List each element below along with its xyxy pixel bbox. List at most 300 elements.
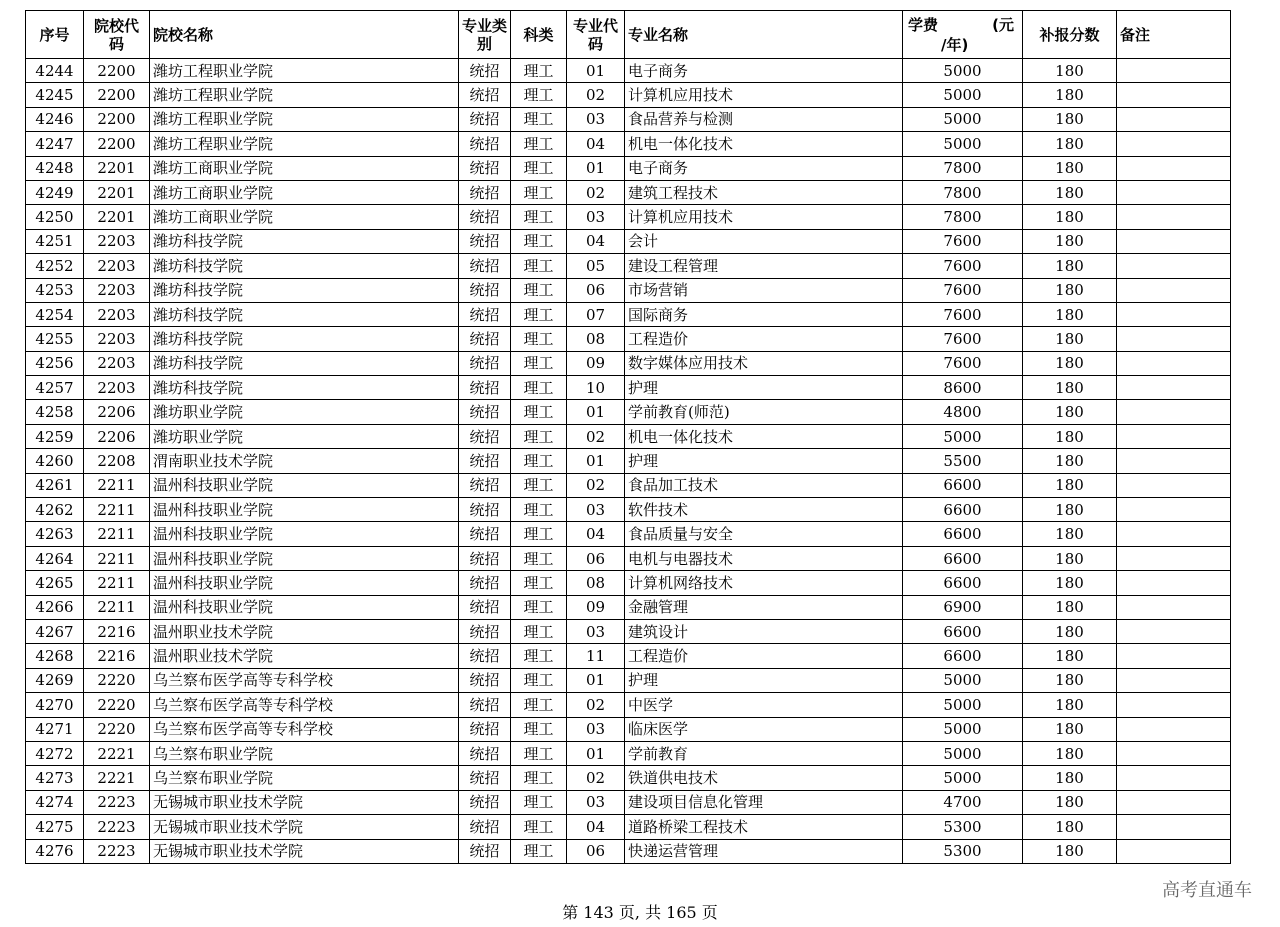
- cell-school-name: 潍坊职业学院: [150, 424, 459, 448]
- cell-fee: 5000: [903, 717, 1023, 741]
- table-row: [26, 376, 1231, 400]
- cell-category: 理工: [511, 619, 567, 643]
- cell-remark: [1117, 400, 1231, 424]
- table-row: [26, 132, 1231, 156]
- cell-remark: [1117, 619, 1231, 643]
- cell-category: 理工: [511, 59, 567, 83]
- cell-category: 理工: [511, 254, 567, 278]
- cell-fee: 4800: [903, 400, 1023, 424]
- cell-major-name: 临床医学: [625, 717, 903, 741]
- cell-seq: 4245: [26, 83, 84, 107]
- cell-major-type: 统招: [459, 400, 511, 424]
- cell-major-code: 04: [567, 132, 625, 156]
- table-row: [26, 546, 1231, 570]
- cell-fee: 5500: [903, 449, 1023, 473]
- cell-major-code: 02: [567, 473, 625, 497]
- cell-category: 理工: [511, 400, 567, 424]
- cell-score: 180: [1023, 59, 1117, 83]
- cell-seq: 4249: [26, 180, 84, 204]
- cell-remark: [1117, 595, 1231, 619]
- cell-school-code: 2203: [84, 351, 150, 375]
- header-major-name: 专业名称: [625, 11, 903, 59]
- table-header-row: [26, 11, 1231, 59]
- cell-seq: 4272: [26, 741, 84, 765]
- cell-school-code: 2216: [84, 644, 150, 668]
- cell-seq: 4255: [26, 327, 84, 351]
- cell-fee: 6900: [903, 595, 1023, 619]
- cell-category: 理工: [511, 790, 567, 814]
- cell-remark: [1117, 156, 1231, 180]
- cell-school-code: 2211: [84, 546, 150, 570]
- table-row: [26, 522, 1231, 546]
- cell-major-type: 统招: [459, 156, 511, 180]
- cell-school-code: 2223: [84, 815, 150, 839]
- cell-major-type: 统招: [459, 668, 511, 692]
- cell-remark: [1117, 473, 1231, 497]
- table-row: [26, 644, 1231, 668]
- cell-remark: [1117, 741, 1231, 765]
- cell-major-code: 02: [567, 766, 625, 790]
- table-row: [26, 205, 1231, 229]
- cell-fee: 5300: [903, 839, 1023, 863]
- cell-score: 180: [1023, 741, 1117, 765]
- cell-school-code: 2203: [84, 278, 150, 302]
- cell-school-code: 2201: [84, 156, 150, 180]
- cell-major-name: 铁道供电技术: [625, 766, 903, 790]
- cell-major-name: 数字媒体应用技术: [625, 351, 903, 375]
- table-row: [26, 180, 1231, 204]
- cell-major-name: 计算机网络技术: [625, 571, 903, 595]
- table-row: [26, 839, 1231, 863]
- cell-category: 理工: [511, 107, 567, 131]
- cell-major-type: 统招: [459, 766, 511, 790]
- cell-major-type: 统招: [459, 498, 511, 522]
- cell-seq: 4271: [26, 717, 84, 741]
- cell-score: 180: [1023, 498, 1117, 522]
- cell-major-code: 05: [567, 254, 625, 278]
- cell-remark: [1117, 571, 1231, 595]
- cell-score: 180: [1023, 278, 1117, 302]
- cell-category: 理工: [511, 327, 567, 351]
- cell-school-name: 潍坊工程职业学院: [150, 83, 459, 107]
- cell-seq: 4256: [26, 351, 84, 375]
- cell-school-code: 2221: [84, 741, 150, 765]
- cell-fee: 6600: [903, 644, 1023, 668]
- table-row: [26, 327, 1231, 351]
- header-fee: [903, 11, 1023, 59]
- cell-score: 180: [1023, 83, 1117, 107]
- cell-remark: [1117, 83, 1231, 107]
- cell-fee: 5000: [903, 693, 1023, 717]
- cell-major-type: 统招: [459, 302, 511, 326]
- cell-major-name: 金融管理: [625, 595, 903, 619]
- cell-major-type: 统招: [459, 205, 511, 229]
- cell-fee: 6600: [903, 522, 1023, 546]
- watermark: 高考直通车: [1162, 880, 1252, 901]
- cell-major-type: 统招: [459, 327, 511, 351]
- cell-school-name: 潍坊科技学院: [150, 351, 459, 375]
- cell-major-code: 03: [567, 107, 625, 131]
- cell-score: 180: [1023, 132, 1117, 156]
- cell-school-code: 2200: [84, 59, 150, 83]
- cell-fee: 5000: [903, 424, 1023, 448]
- cell-category: 理工: [511, 522, 567, 546]
- cell-remark: [1117, 278, 1231, 302]
- cell-remark: [1117, 766, 1231, 790]
- cell-category: 理工: [511, 644, 567, 668]
- header-school-code: 院校代码: [84, 11, 150, 59]
- cell-remark: [1117, 351, 1231, 375]
- cell-fee: 7800: [903, 156, 1023, 180]
- table-row: [26, 473, 1231, 497]
- table-row: [26, 790, 1231, 814]
- cell-school-name: 潍坊科技学院: [150, 376, 459, 400]
- cell-remark: [1117, 424, 1231, 448]
- cell-remark: [1117, 449, 1231, 473]
- cell-seq: 4252: [26, 254, 84, 278]
- cell-major-name: 建筑设计: [625, 619, 903, 643]
- cell-school-name: 温州职业技术学院: [150, 619, 459, 643]
- cell-score: 180: [1023, 839, 1117, 863]
- cell-score: 180: [1023, 449, 1117, 473]
- cell-remark: [1117, 302, 1231, 326]
- cell-fee: 5000: [903, 83, 1023, 107]
- table-row: [26, 254, 1231, 278]
- cell-seq: 4253: [26, 278, 84, 302]
- cell-major-code: 06: [567, 278, 625, 302]
- cell-score: 180: [1023, 619, 1117, 643]
- cell-fee: 4700: [903, 790, 1023, 814]
- table-row: [26, 302, 1231, 326]
- cell-fee: 5000: [903, 741, 1023, 765]
- cell-fee: 5000: [903, 668, 1023, 692]
- cell-remark: [1117, 668, 1231, 692]
- cell-seq: 4268: [26, 644, 84, 668]
- cell-score: 180: [1023, 254, 1117, 278]
- table-row: [26, 766, 1231, 790]
- cell-major-name: 会计: [625, 229, 903, 253]
- cell-school-code: 2211: [84, 522, 150, 546]
- cell-remark: [1117, 790, 1231, 814]
- cell-major-code: 04: [567, 522, 625, 546]
- cell-fee: 7800: [903, 205, 1023, 229]
- cell-major-name: 电子商务: [625, 156, 903, 180]
- cell-major-type: 统招: [459, 571, 511, 595]
- table-row: [26, 595, 1231, 619]
- cell-major-code: 03: [567, 619, 625, 643]
- cell-school-code: 2203: [84, 376, 150, 400]
- header-school-name: 院校名称: [150, 11, 459, 59]
- cell-school-code: 2203: [84, 229, 150, 253]
- cell-score: 180: [1023, 546, 1117, 570]
- cell-fee: 5000: [903, 59, 1023, 83]
- cell-seq: 4261: [26, 473, 84, 497]
- cell-major-type: 统招: [459, 619, 511, 643]
- cell-major-type: 统招: [459, 815, 511, 839]
- cell-score: 180: [1023, 351, 1117, 375]
- cell-score: 180: [1023, 522, 1117, 546]
- cell-school-code: 2203: [84, 327, 150, 351]
- cell-score: 180: [1023, 205, 1117, 229]
- table-row: [26, 156, 1231, 180]
- cell-seq: 4263: [26, 522, 84, 546]
- cell-major-code: 09: [567, 595, 625, 619]
- cell-score: 180: [1023, 376, 1117, 400]
- cell-school-name: 潍坊工程职业学院: [150, 132, 459, 156]
- cell-fee: 7600: [903, 302, 1023, 326]
- cell-major-name: 快递运营管理: [625, 839, 903, 863]
- cell-major-code: 01: [567, 668, 625, 692]
- cell-major-code: 06: [567, 839, 625, 863]
- cell-major-name: 机电一体化技术: [625, 132, 903, 156]
- cell-remark: [1117, 522, 1231, 546]
- cell-school-name: 无锡城市职业技术学院: [150, 790, 459, 814]
- cell-category: 理工: [511, 132, 567, 156]
- cell-remark: [1117, 327, 1231, 351]
- cell-major-code: 10: [567, 376, 625, 400]
- cell-fee: 7600: [903, 278, 1023, 302]
- cell-school-code: 2220: [84, 693, 150, 717]
- cell-school-name: 温州科技职业学院: [150, 522, 459, 546]
- cell-major-type: 统招: [459, 180, 511, 204]
- cell-score: 180: [1023, 571, 1117, 595]
- table-body: [26, 59, 1231, 864]
- cell-major-code: 08: [567, 327, 625, 351]
- table-row: [26, 351, 1231, 375]
- cell-category: 理工: [511, 839, 567, 863]
- cell-score: 180: [1023, 180, 1117, 204]
- cell-category: 理工: [511, 668, 567, 692]
- cell-school-name: 潍坊科技学院: [150, 302, 459, 326]
- header-fee-label: 学费: [908, 16, 939, 34]
- cell-school-name: 无锡城市职业技术学院: [150, 815, 459, 839]
- cell-major-code: 01: [567, 741, 625, 765]
- cell-school-code: 2211: [84, 473, 150, 497]
- table-row: [26, 449, 1231, 473]
- cell-fee: 6600: [903, 546, 1023, 570]
- cell-category: 理工: [511, 449, 567, 473]
- cell-fee: 8600: [903, 376, 1023, 400]
- cell-seq: 4246: [26, 107, 84, 131]
- cell-major-name: 市场营销: [625, 278, 903, 302]
- cell-fee: 5000: [903, 132, 1023, 156]
- cell-seq: 4259: [26, 424, 84, 448]
- cell-major-name: 国际商务: [625, 302, 903, 326]
- cell-remark: [1117, 498, 1231, 522]
- cell-major-type: 统招: [459, 595, 511, 619]
- header-remark: 备注: [1117, 11, 1231, 59]
- cell-remark: [1117, 205, 1231, 229]
- cell-remark: [1117, 717, 1231, 741]
- cell-major-type: 统招: [459, 229, 511, 253]
- cell-major-code: 01: [567, 59, 625, 83]
- cell-school-code: 2201: [84, 180, 150, 204]
- cell-seq: 4244: [26, 59, 84, 83]
- cell-major-type: 统招: [459, 376, 511, 400]
- cell-school-name: 无锡城市职业技术学院: [150, 839, 459, 863]
- cell-school-name: 乌兰察布职业学院: [150, 766, 459, 790]
- cell-school-name: 潍坊工商职业学院: [150, 205, 459, 229]
- cell-seq: 4262: [26, 498, 84, 522]
- cell-score: 180: [1023, 327, 1117, 351]
- cell-school-code: 2200: [84, 107, 150, 131]
- cell-school-code: 2220: [84, 668, 150, 692]
- cell-remark: [1117, 254, 1231, 278]
- cell-seq: 4251: [26, 229, 84, 253]
- table-row: [26, 741, 1231, 765]
- cell-category: 理工: [511, 717, 567, 741]
- cell-remark: [1117, 132, 1231, 156]
- table-row: [26, 400, 1231, 424]
- cell-fee: 6600: [903, 473, 1023, 497]
- cell-school-code: 2221: [84, 766, 150, 790]
- cell-category: 理工: [511, 205, 567, 229]
- cell-school-code: 2200: [84, 83, 150, 107]
- cell-major-type: 统招: [459, 546, 511, 570]
- cell-category: 理工: [511, 83, 567, 107]
- cell-score: 180: [1023, 595, 1117, 619]
- cell-school-name: 潍坊科技学院: [150, 229, 459, 253]
- cell-major-code: 11: [567, 644, 625, 668]
- cell-seq: 4275: [26, 815, 84, 839]
- cell-category: 理工: [511, 741, 567, 765]
- cell-category: 理工: [511, 278, 567, 302]
- cell-fee: 5000: [903, 766, 1023, 790]
- header-score: 补报分数: [1023, 11, 1117, 59]
- cell-major-code: 03: [567, 790, 625, 814]
- cell-school-code: 2206: [84, 424, 150, 448]
- cell-major-type: 统招: [459, 717, 511, 741]
- cell-major-type: 统招: [459, 839, 511, 863]
- cell-category: 理工: [511, 424, 567, 448]
- cell-category: 理工: [511, 815, 567, 839]
- cell-seq: 4273: [26, 766, 84, 790]
- cell-score: 180: [1023, 815, 1117, 839]
- cell-major-code: 01: [567, 156, 625, 180]
- cell-major-code: 01: [567, 449, 625, 473]
- cell-major-name: 工程造价: [625, 327, 903, 351]
- cell-score: 180: [1023, 424, 1117, 448]
- cell-major-type: 统招: [459, 254, 511, 278]
- cell-school-code: 2211: [84, 498, 150, 522]
- cell-school-name: 温州科技职业学院: [150, 498, 459, 522]
- cell-major-type: 统招: [459, 741, 511, 765]
- cell-major-name: 道路桥梁工程技术: [625, 815, 903, 839]
- cell-school-code: 2223: [84, 839, 150, 863]
- cell-remark: [1117, 180, 1231, 204]
- table-row: [26, 424, 1231, 448]
- cell-major-name: 学前教育(师范): [625, 400, 903, 424]
- cell-school-name: 乌兰察布医学高等专科学校: [150, 668, 459, 692]
- cell-major-name: 电子商务: [625, 59, 903, 83]
- cell-major-type: 统招: [459, 790, 511, 814]
- cell-school-name: 潍坊工商职业学院: [150, 180, 459, 204]
- cell-major-name: 护理: [625, 668, 903, 692]
- cell-major-name: 工程造价: [625, 644, 903, 668]
- cell-school-name: 潍坊科技学院: [150, 327, 459, 351]
- cell-school-name: 潍坊工程职业学院: [150, 59, 459, 83]
- cell-school-name: 温州职业技术学院: [150, 644, 459, 668]
- table-row: [26, 571, 1231, 595]
- cell-school-code: 2216: [84, 619, 150, 643]
- cell-seq: 4250: [26, 205, 84, 229]
- cell-category: 理工: [511, 376, 567, 400]
- cell-score: 180: [1023, 717, 1117, 741]
- cell-score: 180: [1023, 229, 1117, 253]
- cell-major-code: 02: [567, 424, 625, 448]
- cell-major-code: 07: [567, 302, 625, 326]
- page-footer: 第 143 页, 共 165 页: [562, 903, 718, 922]
- cell-school-code: 2206: [84, 400, 150, 424]
- cell-major-type: 统招: [459, 449, 511, 473]
- cell-school-name: 潍坊工商职业学院: [150, 156, 459, 180]
- cell-remark: [1117, 59, 1231, 83]
- cell-fee: 6600: [903, 619, 1023, 643]
- header-fee-unit-a: (元: [992, 16, 1014, 34]
- cell-score: 180: [1023, 644, 1117, 668]
- cell-seq: 4258: [26, 400, 84, 424]
- cell-category: 理工: [511, 180, 567, 204]
- cell-major-code: 06: [567, 546, 625, 570]
- cell-major-type: 统招: [459, 522, 511, 546]
- cell-school-name: 乌兰察布医学高等专科学校: [150, 693, 459, 717]
- cell-major-name: 学前教育: [625, 741, 903, 765]
- cell-school-name: 潍坊科技学院: [150, 254, 459, 278]
- cell-major-code: 08: [567, 571, 625, 595]
- cell-score: 180: [1023, 668, 1117, 692]
- cell-major-type: 统招: [459, 132, 511, 156]
- cell-school-name: 温州科技职业学院: [150, 595, 459, 619]
- cell-seq: 4270: [26, 693, 84, 717]
- cell-remark: [1117, 376, 1231, 400]
- cell-seq: 4267: [26, 619, 84, 643]
- cell-remark: [1117, 546, 1231, 570]
- cell-school-name: 潍坊工程职业学院: [150, 107, 459, 131]
- cell-score: 180: [1023, 156, 1117, 180]
- cell-major-type: 统招: [459, 59, 511, 83]
- table-row: [26, 815, 1231, 839]
- cell-category: 理工: [511, 498, 567, 522]
- cell-school-code: 2203: [84, 254, 150, 278]
- cell-seq: 4266: [26, 595, 84, 619]
- cell-school-name: 温州科技职业学院: [150, 571, 459, 595]
- table-row: [26, 498, 1231, 522]
- table-row: [26, 619, 1231, 643]
- cell-fee: 5000: [903, 107, 1023, 131]
- cell-major-code: 03: [567, 717, 625, 741]
- table-row: [26, 717, 1231, 741]
- cell-major-code: 04: [567, 229, 625, 253]
- cell-school-code: 2211: [84, 595, 150, 619]
- cell-major-type: 统招: [459, 107, 511, 131]
- cell-category: 理工: [511, 473, 567, 497]
- cell-remark: [1117, 644, 1231, 668]
- table-row: [26, 668, 1231, 692]
- cell-major-type: 统招: [459, 83, 511, 107]
- admissions-table: [25, 10, 1231, 864]
- cell-seq: 4274: [26, 790, 84, 814]
- cell-major-name: 食品质量与安全: [625, 522, 903, 546]
- cell-seq: 4265: [26, 571, 84, 595]
- cell-score: 180: [1023, 473, 1117, 497]
- cell-major-name: 护理: [625, 376, 903, 400]
- cell-category: 理工: [511, 766, 567, 790]
- cell-category: 理工: [511, 229, 567, 253]
- cell-fee: 6600: [903, 571, 1023, 595]
- cell-category: 理工: [511, 571, 567, 595]
- cell-major-code: 02: [567, 83, 625, 107]
- cell-major-name: 计算机应用技术: [625, 205, 903, 229]
